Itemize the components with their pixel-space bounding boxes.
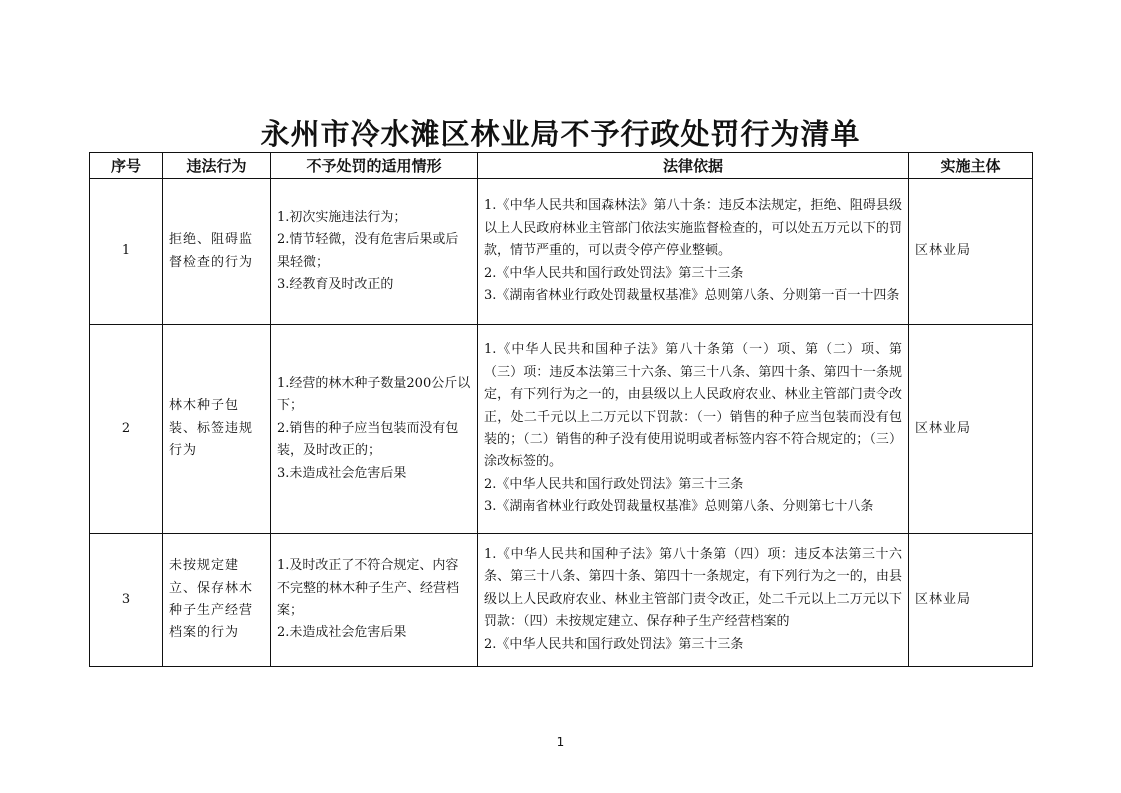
row-seq: 2 bbox=[90, 325, 163, 534]
row-implementing-body: 区林业局 bbox=[909, 179, 1033, 325]
row-seq: 1 bbox=[90, 179, 163, 325]
page-number: 1 bbox=[556, 735, 565, 749]
header-violation: 违法行为 bbox=[163, 153, 271, 179]
row-seq: 3 bbox=[90, 534, 163, 667]
row-violation: 拒绝、阻碍监督检查的行为 bbox=[163, 179, 271, 325]
situation-item: 2.未造成社会危害后果 bbox=[277, 625, 407, 641]
row-situations bbox=[271, 534, 478, 667]
situation-item: 2.情节轻微，没有危害后果或后果轻微； bbox=[277, 232, 459, 270]
situation-item: 1.经营的林木种子数量200公斤以下； bbox=[277, 375, 471, 414]
row-situations bbox=[271, 325, 478, 534]
header-seq: 序号 bbox=[90, 153, 163, 179]
situation-item: 2.销售的种子应当包装而没有包装，及时改正的； bbox=[277, 420, 459, 459]
table-header-row bbox=[90, 153, 1033, 179]
law-item: 3.《湖南省林业行政处罚裁量权基准》总则第八条、分则第七十八条 bbox=[484, 499, 874, 515]
law-item: 1.《中华人民共和国种子法》第八十条第（四）项：违反本法第三十六条、第三十八条、第四十条、第四十一条规定，有下列行为之一的，由县级以上人民政府农业、林业主管部门责令改正，处二千元以上二万元以下罚款：（四）未按规定建立、保存种子生产经营档案的 bbox=[484, 546, 902, 630]
row-violation: 未按规定建立、保存林木种子生产经营档案的行为 bbox=[163, 534, 271, 667]
header-legal-basis: 法律依据 bbox=[478, 153, 909, 179]
row-violation: 林木种子包装、标签违规行为 bbox=[163, 325, 271, 534]
situation-item: 3.经教育及时改正的 bbox=[277, 276, 394, 292]
law-item: 1.《中华人民共和国种子法》第八十条第（一）项、第（二）项、第（三）项：违反本法第三十六条、第三十八条、第四十条、第四十一条规定，有下列行为之一的，由县级以上人民政府农业、林业主管部门责令改正，处二千元以上二万元以下罚款：（一）销售的种子应当包装而没有包装的；（二）销售的种子没有使用说明或者标签内容不符合规定的；（三）涂改标签的。 bbox=[484, 342, 902, 470]
table-row bbox=[90, 534, 1033, 667]
law-item: 2.《中华人民共和国行政处罚法》第三十三条 bbox=[484, 265, 744, 281]
row-legal-basis bbox=[478, 534, 909, 667]
law-item: 1.《中华人民共和国森林法》第八十条：违反本法规定，拒绝、阻碍县级以上人民政府林业主管部门依法实施监督检查的，可以处五万元以下的罚款，情节严重的，可以责令停产停业整顿。 bbox=[484, 198, 902, 259]
penalty-exemption-table bbox=[89, 152, 1033, 667]
situation-item: 1.初次实施违法行为； bbox=[277, 209, 407, 225]
row-implementing-body: 区林业局 bbox=[909, 534, 1033, 667]
law-item: 2.《中华人民共和国行政处罚法》第三十三条 bbox=[484, 476, 744, 492]
row-legal-basis bbox=[478, 325, 909, 534]
situation-item: 3.未造成社会危害后果 bbox=[277, 465, 407, 481]
table-row bbox=[90, 179, 1033, 325]
row-implementing-body: 区林业局 bbox=[909, 325, 1033, 534]
header-exemption-situation: 不予处罚的适用情形 bbox=[271, 153, 478, 179]
law-item: 2.《中华人民共和国行政处罚法》第三十三条 bbox=[484, 636, 744, 652]
law-item: 3.《湖南省林业行政处罚裁量权基准》总则第八条、分则第一百一十四条 bbox=[484, 288, 900, 304]
table-row bbox=[90, 325, 1033, 534]
row-situations bbox=[271, 179, 478, 325]
header-implementing-body: 实施主体 bbox=[909, 153, 1033, 179]
situation-item: 1.及时改正了不符合规定、内容不完整的林木种子生产、经营档案； bbox=[277, 558, 460, 618]
document-title: 永州市冷水滩区林业局不予行政处罚行为清单 bbox=[260, 117, 861, 151]
row-legal-basis bbox=[478, 179, 909, 325]
